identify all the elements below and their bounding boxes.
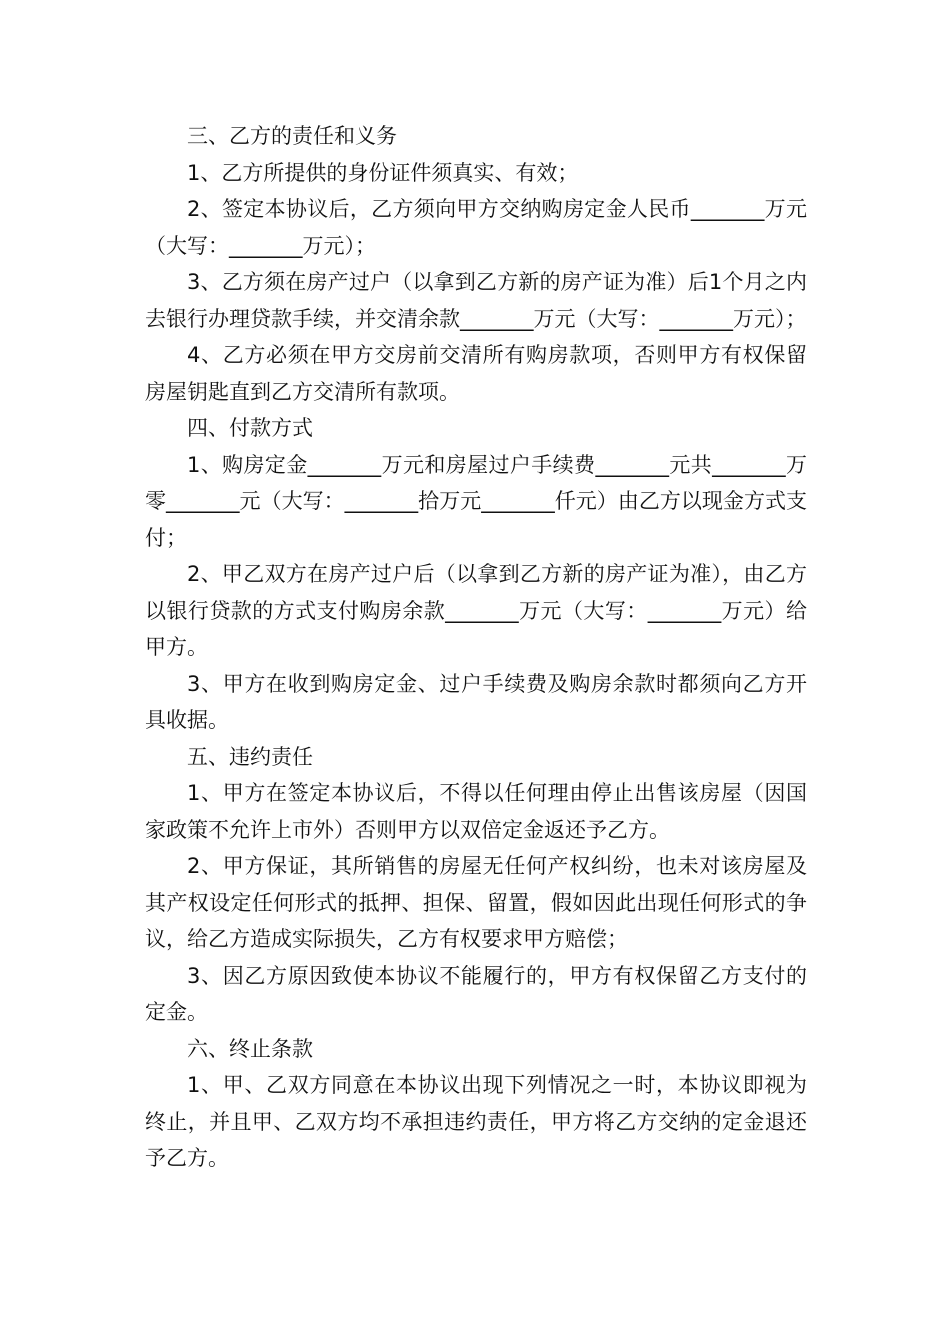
clause-3-3: 3、乙方须在房产过户（以拿到乙方新的房产证为准）后1个月之内去银行办理贷款手续，并交清余款_______万元（大写：_______万元）； [145, 270, 807, 331]
clause-6-1: 1、甲、乙双方同意在本协议出现下列情况之一时，本协议即视为终止，并且甲、乙双方均不承担违约责任，甲方将乙方交纳的定金退还予乙方。 [145, 1073, 807, 1170]
clause-4-1: 1、购房定金_______万元和房屋过户手续费_______元共_______万零_______元（大写：_______拾万元_______仟元）由乙方以现金方式支付； [145, 452, 807, 550]
clause-3-4: 4、乙方必须在甲方交房前交清所有购房款项，否则甲方有权保留房屋钥匙直到乙方交清所有款项。 [145, 343, 807, 404]
clause-5-2: 2、甲方保证，其所销售的房屋无任何产权纠纷，也未对该房屋及其产权设定任何形式的抵押、担保、留置，假如因此出现任何形式的争议，给乙方造成实际损失，乙方有权要求甲方赔偿； [145, 854, 807, 951]
section-heading-6: 六、终止条款 [187, 1036, 313, 1061]
clause-4-3: 3、甲方在收到购房定金、过户手续费及购房余款时都须向乙方开具收据。 [145, 671, 807, 732]
section-heading-4: 四、付款方式 [187, 416, 313, 440]
clause-3-2: 2、签定本协议后，乙方须向甲方交纳购房定金人民币_______万元（大写：_______万元）； [145, 197, 807, 258]
clause-3-1: 1、乙方所提供的身份证件须真实、有效； [187, 160, 579, 185]
document-page [145, 118, 807, 1177]
clause-4-2: 2、甲乙双方在房产过户后（以拿到乙方新的房产证为准），由乙方以银行贷款的方式支付购房余款_______万元（大写：_______万元）给甲方。 [145, 562, 807, 659]
clause-5-1: 1、甲方在签定本协议后，不得以任何理由停止出售该房屋（因国家政策不允许上市外）否则甲方以双倍定金返还予乙方。 [145, 781, 807, 842]
section-heading-5: 五、违约责任 [187, 744, 313, 769]
clause-5-3: 3、因乙方原因致使本协议不能履行的，甲方有权保留乙方支付的定金。 [145, 963, 807, 1024]
section-heading-3: 三、乙方的责任和义务 [187, 124, 397, 148]
